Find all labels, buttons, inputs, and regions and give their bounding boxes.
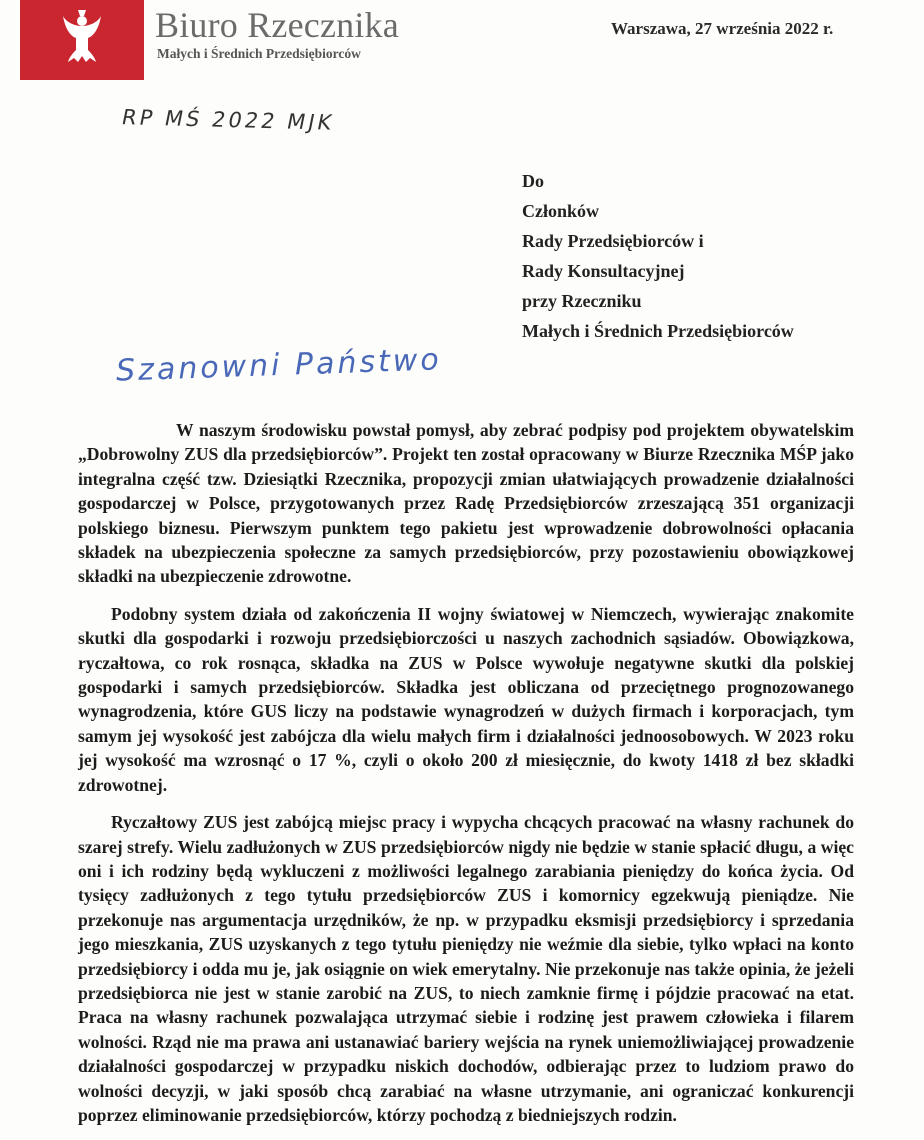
logo-emblem	[20, 0, 144, 80]
polish-eagle-emblem-icon	[62, 8, 102, 68]
addressee-line: przy Rzeczniku	[522, 291, 642, 311]
addressee-line: Rady Przedsiębiorców i	[522, 231, 704, 251]
addressee-line: Małych i Średnich Przedsiębiorców	[522, 321, 794, 341]
addressee-line: Do	[522, 171, 544, 191]
addressee-line: Rady Konsultacyjnej	[522, 261, 685, 281]
brand-title: Biuro Rzecznika	[155, 5, 399, 45]
body-paragraph: Podobny system działa od zakończenia II wojny światowej w Niemczech, wywierając znakomite skutki dla gospodarki i rozwoju przedsiębiorczości u naszych zachodnich sąsiadów. Obowiązkowa, ryczałtowa, co rok rosnąca, składka na ZUS w Polsce wywołuje negatywne skutki dla polskiej gospodarki i samych przedsiębiorców. Składka jest obliczana od przeciętnego prognozowanego wynagrodzenia, które GUS liczy na podstawie wynagrodzeń w dużych firmach i korporacjach, tym samym jej wysokość jest zabójcza dla wielu małych firm i działalności jednoosobowych. W 2023 roku jej wysokość ma wzrosnąć o 17 %, czyli o około 200 zł miesięcznie, do kwoty 1418 zł bez składki zdrowotnej.	[78, 603, 854, 795]
brand-subtitle: Małych i Średnich Przedsiębiorców	[157, 46, 361, 61]
handwritten-reference: RP MŚ 2022 MJK	[119, 105, 337, 135]
letter-body	[78, 418, 854, 1140]
addressee-block	[522, 166, 794, 346]
body-paragraph: Ryczałtowy ZUS jest zabójcą miejsc pracy i wypycha chcących pracować na własny rachunek do szarej strefy. Wielu zadłużonych w ZUS przedsiębiorców nigdy nie będzie w stanie spłacić długu, a więc oni i ich rodziny będą wykluczeni z możliwości legalnego zarabiania pieniędzy do końca życia. Od tysięcy zadłużonych z tego tytułu przedsiębiorców ZUS i komornicy egzekwują pieniądze. Nie przekonuje nas argumentacja urzędników, że np. w przypadku eksmisji przedsiębiorcy i sprzedania jego mieszkania, ZUS uzyskanych z tego tytułu pieniędzy nie weźmie dla siebie, tylko wpłaci na konto przedsiębiorcy i odda mu je, jak osiągnie on wiek emerytalny. Nie przekonuje nas także opinia, że jeżeli przedsiębiorca nie jest w stanie zarobić na ZUS, to niech zamknie firmę i pójdzie pracować na etat. Praca na własny rachunek pozwalająca utrzymać siebie i rodzinę jest prawem człowieka i filarem wolności. Rząd nie ma prawa ani ustanawiać bariery wejścia na rynek uniemożliwiającej prowadzenie działalności gospodarczej w przypadku niskich dochodów, odbierając przez to ludziom prawo do wolności decyzji, w jaki sposób chcą zarabiać na własne utrzymanie, ani ograniczać konkurencji poprzez eliminowanie przedsiębiorców, którzy pochodzą z biedniejszych rodzin.	[78, 812, 854, 1125]
addressee-line: Członków	[522, 201, 600, 221]
letter-date: Warszawa, 27 września 2022 r.	[611, 19, 834, 38]
handwritten-greeting: Szanowni Państwo	[115, 342, 443, 389]
body-paragraph: W naszym środowisku powstał pomysł, aby zebrać podpisy pod projektem obywatelskim „Dobrowolny ZUS dla przedsiębiorców”. Projekt ten został opracowany w Biurze Rzecznika MŚP jako integralna część tzw. Dziesiątki Rzecznika, propozycji zmian ułatwiających prowadzenie działalności gospodarczej w Polsce, przygotowanych przez Radę Przedsiębiorców zrzeszającą 351 organizacji polskiego biznesu. Pierwszym punktem tego pakietu jest wprowadzenie dobrowolności opłacania składek na ubezpieczenia społeczne za samych przedsiębiorców, przy pozostawieniu obowiązkowej składki na ubezpieczenie zdrowotne.	[78, 420, 854, 587]
